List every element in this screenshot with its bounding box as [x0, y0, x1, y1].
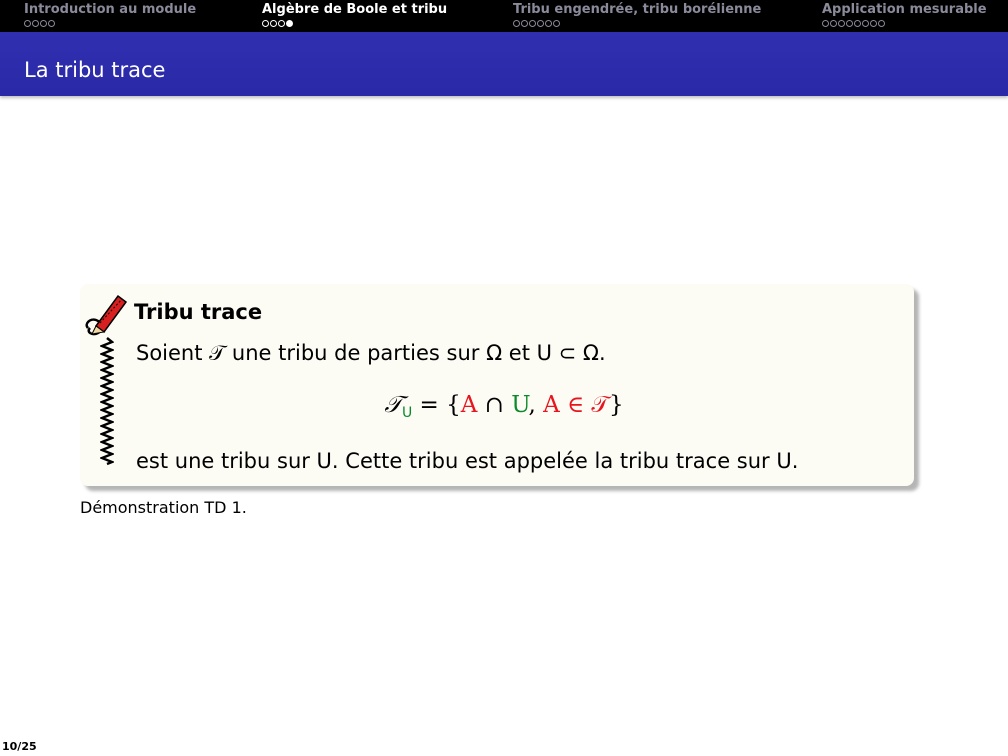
formula-lhs-subscript: U	[401, 405, 413, 421]
nav-slide-dots	[262, 18, 447, 28]
nav-slide-dots	[513, 18, 761, 28]
nav-slide-dots	[24, 18, 196, 28]
nav-section-introduction[interactable]	[24, 2, 196, 28]
nav-slide-dot[interactable]	[48, 20, 55, 27]
frame-title-bar	[0, 32, 1008, 96]
nav-section-title[interactable]: Application mesurable	[822, 2, 987, 17]
formula-set-a: A	[460, 392, 478, 418]
nav-section-algebre[interactable]	[262, 2, 447, 28]
formula-set-u: U	[511, 392, 529, 418]
nav-slide-dot[interactable]	[854, 20, 861, 27]
formula-intersection: ∩	[477, 392, 512, 418]
nav-section-title[interactable]: Tribu engendrée, tribu borélienne	[513, 2, 762, 17]
nav-slide-dot[interactable]	[846, 20, 853, 27]
pencil-icon	[82, 290, 132, 340]
nav-slide-dot[interactable]	[40, 20, 47, 27]
trace-sigma-algebra-formula	[0, 392, 1008, 421]
formula-close-brace: }	[609, 392, 624, 418]
nav-section-tribu-engendree[interactable]	[513, 2, 761, 28]
page-number: 10/25	[2, 740, 37, 753]
nav-slide-dot[interactable]	[838, 20, 845, 27]
nav-section-title[interactable]: Algèbre de Boole et tribu	[262, 2, 448, 17]
nav-slide-dot[interactable]	[262, 20, 269, 27]
block-conclusion-line: est une tribu sur U. Cette tribu est appelée la tribu trace sur U.	[136, 449, 799, 473]
nav-slide-dot[interactable]	[870, 20, 877, 27]
nav-section-title[interactable]: Introduction au module	[24, 2, 197, 17]
formula-comma: ,	[528, 392, 544, 418]
page-title: La tribu trace	[24, 58, 166, 82]
formula-condition: A ∈ 𝒯	[543, 392, 610, 418]
nav-slide-dot[interactable]	[878, 20, 885, 27]
nav-slide-dot[interactable]	[278, 20, 285, 27]
formula-lhs: 𝒯	[384, 392, 402, 418]
nav-slide-dot[interactable]	[286, 20, 293, 27]
nav-slide-dot[interactable]	[537, 20, 544, 27]
nav-slide-dot[interactable]	[32, 20, 39, 27]
nav-section-application-mesurable[interactable]	[822, 2, 987, 28]
nav-slide-dot[interactable]	[521, 20, 528, 27]
formula-equals-brace: = {	[412, 392, 461, 418]
nav-slide-dot[interactable]	[545, 20, 552, 27]
nav-slide-dot[interactable]	[553, 20, 560, 27]
block-title: Tribu trace	[134, 300, 263, 324]
block-statement-line: Soient 𝒯 une tribu de parties sur Ω et U ⊂ Ω.	[136, 341, 606, 365]
section-navigation-bar	[0, 0, 1008, 32]
nav-slide-dot[interactable]	[513, 20, 520, 27]
nav-slide-dot[interactable]	[529, 20, 536, 27]
nav-slide-dot[interactable]	[24, 20, 31, 27]
nav-slide-dot[interactable]	[270, 20, 277, 27]
nav-slide-dot[interactable]	[830, 20, 837, 27]
demonstration-note: Démonstration TD 1.	[80, 498, 247, 517]
nav-slide-dot[interactable]	[822, 20, 829, 27]
nav-slide-dot[interactable]	[862, 20, 869, 27]
nav-slide-dots	[822, 18, 987, 28]
